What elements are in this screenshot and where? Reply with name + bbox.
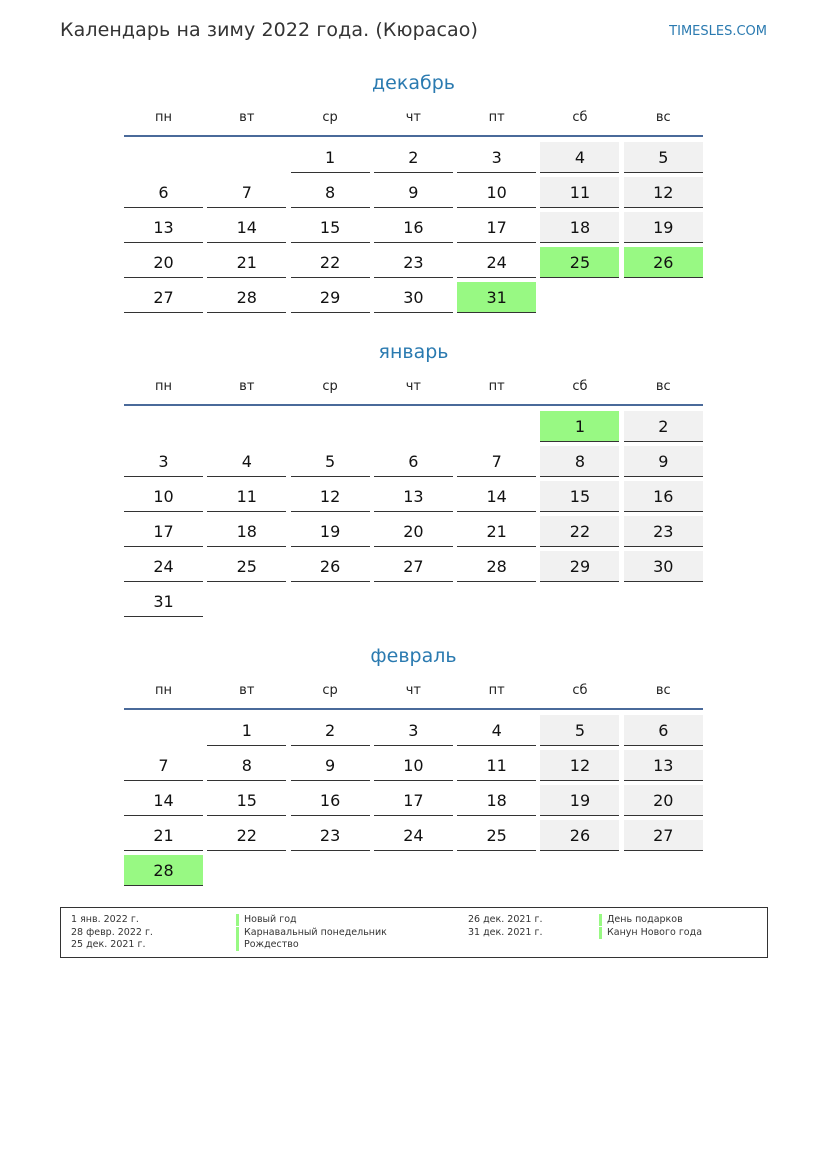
weekend-day-cell: 22 (540, 516, 619, 547)
day-cell: 29 (291, 282, 370, 313)
day-cell: 13 (374, 481, 453, 512)
empty-cell (124, 715, 203, 745)
weekday-label: чт (405, 109, 422, 125)
day-cell: 24 (124, 551, 203, 582)
day-cell: 8 (291, 177, 370, 208)
site-link[interactable]: TIMESLES.COM (669, 24, 767, 39)
weekday-label: вт (239, 682, 255, 698)
weekday-header (124, 366, 703, 406)
weekday-label: вс (655, 109, 671, 125)
legend-holiday-name: Новый год (236, 914, 297, 926)
month-february (124, 642, 703, 886)
day-cell: 28 (207, 282, 286, 313)
weekend-day-cell: 12 (540, 750, 619, 781)
weekday-label: пн (155, 109, 172, 125)
weekend-day-cell: 12 (624, 177, 703, 208)
day-cell: 4 (457, 715, 536, 746)
day-cell: 3 (457, 142, 536, 173)
day-cell: 7 (207, 177, 286, 208)
weekend-day-cell: 30 (624, 551, 703, 582)
day-grid (124, 411, 703, 617)
day-cell: 20 (374, 516, 453, 547)
day-cell: 11 (207, 481, 286, 512)
weekday-label: чт (405, 378, 422, 394)
day-cell: 17 (457, 212, 536, 243)
weekend-day-cell: 27 (624, 820, 703, 851)
day-cell: 24 (374, 820, 453, 851)
weekday-label: пт (488, 378, 505, 394)
day-cell: 31 (124, 586, 203, 617)
empty-cell (374, 411, 453, 441)
day-cell: 13 (124, 212, 203, 243)
day-cell: 25 (207, 551, 286, 582)
weekend-day-cell: 5 (540, 715, 619, 746)
weekend-day-cell: 5 (624, 142, 703, 173)
weekend-day-cell: 19 (624, 212, 703, 243)
day-cell: 6 (124, 177, 203, 208)
weekend-day-cell: 11 (540, 177, 619, 208)
holiday-day-cell: 26 (624, 247, 703, 278)
legend-holiday-name: День подарков (599, 914, 683, 926)
legend-date: 1 янв. 2022 г. (71, 914, 139, 925)
empty-cell (207, 411, 286, 441)
day-cell: 1 (207, 715, 286, 746)
empty-cell (207, 142, 286, 172)
day-cell: 19 (291, 516, 370, 547)
day-cell: 27 (124, 282, 203, 313)
weekday-header (124, 97, 703, 137)
day-cell: 23 (291, 820, 370, 851)
legend-date: 26 дек. 2021 г. (468, 914, 543, 925)
day-cell: 28 (457, 551, 536, 582)
weekday-label: вс (655, 682, 671, 698)
weekend-day-cell: 20 (624, 785, 703, 816)
month-december (124, 69, 703, 313)
weekend-day-cell: 4 (540, 142, 619, 173)
day-cell: 14 (207, 212, 286, 243)
day-cell: 15 (291, 212, 370, 243)
month-name: декабрь (372, 72, 455, 94)
day-cell: 16 (291, 785, 370, 816)
day-cell: 30 (374, 282, 453, 313)
day-cell: 1 (291, 142, 370, 173)
holiday-day-cell: 1 (540, 411, 619, 442)
day-cell: 12 (291, 481, 370, 512)
month-name: январь (378, 341, 449, 363)
holiday-day-cell: 25 (540, 247, 619, 278)
day-cell: 18 (457, 785, 536, 816)
month-name: февраль (370, 645, 457, 667)
day-grid (124, 142, 703, 313)
day-cell: 7 (457, 446, 536, 477)
day-cell: 21 (124, 820, 203, 851)
day-cell: 26 (291, 551, 370, 582)
weekend-day-cell: 13 (624, 750, 703, 781)
day-cell: 6 (374, 446, 453, 477)
weekend-day-cell: 26 (540, 820, 619, 851)
day-cell: 3 (124, 446, 203, 477)
empty-cell (124, 142, 203, 172)
weekend-day-cell: 6 (624, 715, 703, 746)
weekday-label: вт (239, 378, 255, 394)
weekday-label: сб (572, 378, 588, 394)
day-cell: 10 (457, 177, 536, 208)
legend-holiday-name: Канун Нового года (599, 927, 702, 939)
weekday-label: пт (488, 109, 505, 125)
day-cell: 18 (207, 516, 286, 547)
weekday-label: чт (405, 682, 422, 698)
weekend-day-cell: 2 (624, 411, 703, 442)
day-cell: 9 (291, 750, 370, 781)
weekday-label: ср (322, 378, 338, 394)
empty-cell (291, 411, 370, 441)
empty-cell (124, 411, 203, 441)
weekend-day-cell: 18 (540, 212, 619, 243)
weekday-label: пт (488, 682, 505, 698)
day-cell: 20 (124, 247, 203, 278)
weekend-day-cell: 9 (624, 446, 703, 477)
empty-cell (457, 411, 536, 441)
day-cell: 17 (124, 516, 203, 547)
day-cell: 9 (374, 177, 453, 208)
day-cell: 11 (457, 750, 536, 781)
weekday-label: пн (155, 378, 172, 394)
day-cell: 16 (374, 212, 453, 243)
legend-holiday-name: Карнавальный понедельник (236, 927, 387, 939)
day-cell: 21 (207, 247, 286, 278)
weekend-day-cell: 8 (540, 446, 619, 477)
day-cell: 15 (207, 785, 286, 816)
day-cell: 14 (124, 785, 203, 816)
weekday-label: пн (155, 682, 172, 698)
weekday-label: сб (572, 682, 588, 698)
day-cell: 8 (207, 750, 286, 781)
day-cell: 2 (291, 715, 370, 746)
legend-date: 28 февр. 2022 г. (71, 927, 153, 938)
day-cell: 3 (374, 715, 453, 746)
holiday-legend (60, 907, 768, 958)
weekend-day-cell: 19 (540, 785, 619, 816)
day-cell: 7 (124, 750, 203, 781)
holiday-day-cell: 31 (457, 282, 536, 313)
weekend-day-cell: 23 (624, 516, 703, 547)
day-cell: 21 (457, 516, 536, 547)
weekend-day-cell: 29 (540, 551, 619, 582)
legend-holiday-name: Рождество (236, 939, 299, 951)
holiday-day-cell: 28 (124, 855, 203, 886)
weekday-label: ср (322, 682, 338, 698)
day-cell: 27 (374, 551, 453, 582)
day-cell: 22 (207, 820, 286, 851)
legend-date: 25 дек. 2021 г. (71, 939, 146, 950)
day-cell: 25 (457, 820, 536, 851)
day-cell: 14 (457, 481, 536, 512)
day-cell: 24 (457, 247, 536, 278)
weekend-day-cell: 16 (624, 481, 703, 512)
day-cell: 22 (291, 247, 370, 278)
weekday-header (124, 670, 703, 710)
day-grid (124, 715, 703, 886)
day-cell: 23 (374, 247, 453, 278)
weekday-label: вт (239, 109, 255, 125)
legend-date: 31 дек. 2021 г. (468, 927, 543, 938)
weekday-label: ср (322, 109, 338, 125)
month-january (124, 338, 703, 617)
day-cell: 4 (207, 446, 286, 477)
day-cell: 2 (374, 142, 453, 173)
day-cell: 10 (124, 481, 203, 512)
day-cell: 10 (374, 750, 453, 781)
day-cell: 5 (291, 446, 370, 477)
day-cell: 17 (374, 785, 453, 816)
page-title: Календарь на зиму 2022 года. (Кюрасао) (60, 19, 479, 41)
weekend-day-cell: 15 (540, 481, 619, 512)
weekday-label: вс (655, 378, 671, 394)
weekday-label: сб (572, 109, 588, 125)
